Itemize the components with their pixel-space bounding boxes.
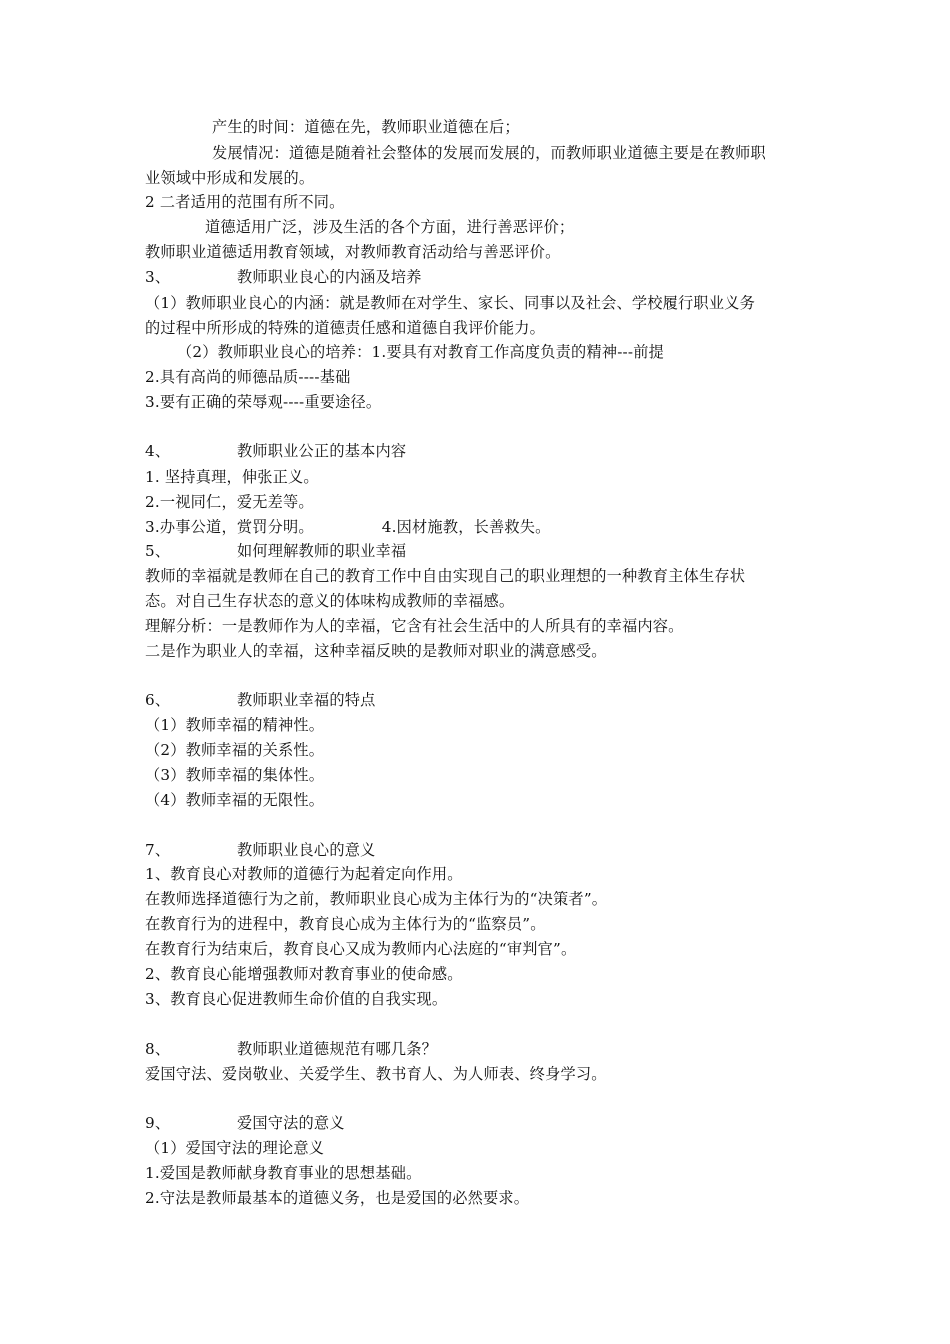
section-number: 4、 (145, 442, 171, 460)
text-line: 态。对自己生存状态的意义的体味构成教师的幸福感。 (145, 592, 515, 610)
section-title: 教师职业道德规范有哪几条？ (237, 1040, 438, 1058)
text-line: 1.爱国是教师献身教育事业的思想基础。 (145, 1164, 422, 1182)
text-line: （1）爱国守法的理论意义 (145, 1139, 325, 1157)
section-number: 7、 (145, 841, 171, 859)
text-line: 爱国守法、爱岗敬业、关爱学生、教书育人、为人师表、终身学习。 (145, 1065, 607, 1083)
text-line: （2）教师职业良心的培养：1.要具有对教育工作高度负责的精神---前提 (177, 343, 664, 361)
section-title: 如何理解教师的职业幸福 (237, 542, 407, 560)
section-heading (145, 442, 406, 460)
list-item: （1）教师幸福的精神性。 (145, 716, 325, 734)
section-title: 爱国守法的意义 (237, 1114, 345, 1132)
section-heading (145, 691, 376, 709)
text-line: 理解分析：一是教师作为人的幸福，它含有社会生活中的人所具有的幸福内容。 (145, 617, 684, 635)
section-number: 8、 (145, 1040, 171, 1058)
text-line: 1、教育良心对教师的道德行为起着定向作用。 (145, 865, 463, 883)
text-line: 3、教育良心促进教师生命价值的自我实现。 (145, 990, 448, 1008)
section-number: 6、 (145, 691, 171, 709)
text-line: （1）教师职业良心的内涵：就是教师在对学生、家长、同事以及社会、学校履行职业义务 (145, 294, 755, 312)
text-line: 在教育行为结束后，教育良心又成为教师内心法庭的“审判官”。 (145, 940, 577, 958)
text-segment: 3.办事公道，赏罚分明。 (145, 518, 314, 536)
text-line: 教师职业道德适用教育领域，对教师教育活动给与善恶评价。 (145, 243, 561, 261)
text-line: 2.守法是教师最基本的道德义务，也是爱国的必然要求。 (145, 1189, 530, 1207)
section-number: 5、 (145, 542, 171, 560)
section-title: 教师职业良心的意义 (237, 841, 376, 859)
text-line: 的过程中所形成的特殊的道德责任感和道德自我评价能力。 (145, 319, 546, 337)
section-title: 教师职业良心的内涵及培养 (237, 268, 422, 286)
section-number: 3、 (145, 268, 171, 286)
text-line: 2、教育良心能增强教师对教育事业的使命感。 (145, 965, 463, 983)
text-line: 二是作为职业人的幸福，这种幸福反映的是教师对职业的满意感受。 (145, 642, 607, 660)
section-heading (145, 542, 406, 560)
text-line: 发展情况：道德是随着社会整体的发展而发展的，而教师职业道德主要是在教师职 (212, 144, 766, 162)
section-title: 教师职业幸福的特点 (237, 691, 376, 709)
text-line: 1. 坚持真理，伸张正义。 (145, 468, 319, 486)
text-line: 在教师选择道德行为之前，教师职业良心成为主体行为的“决策者”。 (145, 890, 608, 908)
text-segment: 4.因材施教，长善救失。 (381, 518, 551, 536)
section-heading (145, 1040, 437, 1058)
list-item: （2）教师幸福的关系性。 (145, 741, 325, 759)
section-heading (145, 841, 376, 859)
text-line: 教师的幸福就是教师在自己的教育工作中自由实现自己的职业理想的一种教育主体生存状 (145, 567, 746, 585)
list-item: （4）教师幸福的无限性。 (145, 791, 325, 809)
text-line: 2 二者适用的范围有所不同。 (145, 193, 345, 211)
section-heading (145, 268, 422, 286)
text-line: 业领域中形成和发展的。 (145, 169, 315, 187)
text-line: 3.要有正确的荣辱观----重要途径。 (145, 393, 382, 411)
section-heading (145, 1114, 345, 1132)
text-line: 在教育行为的进程中，教育良心成为主体行为的“监察员”。 (145, 915, 546, 933)
text-line: 2.具有高尚的师德品质----基础 (145, 368, 351, 386)
section-number: 9、 (145, 1114, 171, 1132)
text-line: 2.一视同仁，爱无差等。 (145, 493, 314, 511)
text-line (145, 518, 551, 536)
list-item: （3）教师幸福的集体性。 (145, 766, 325, 784)
text-line: 产生的时间：道德在先，教师职业道德在后； (212, 118, 520, 136)
section-title: 教师职业公正的基本内容 (237, 442, 407, 460)
text-line: 道德适用广泛，涉及生活的各个方面，进行善恶评价； (205, 218, 575, 236)
